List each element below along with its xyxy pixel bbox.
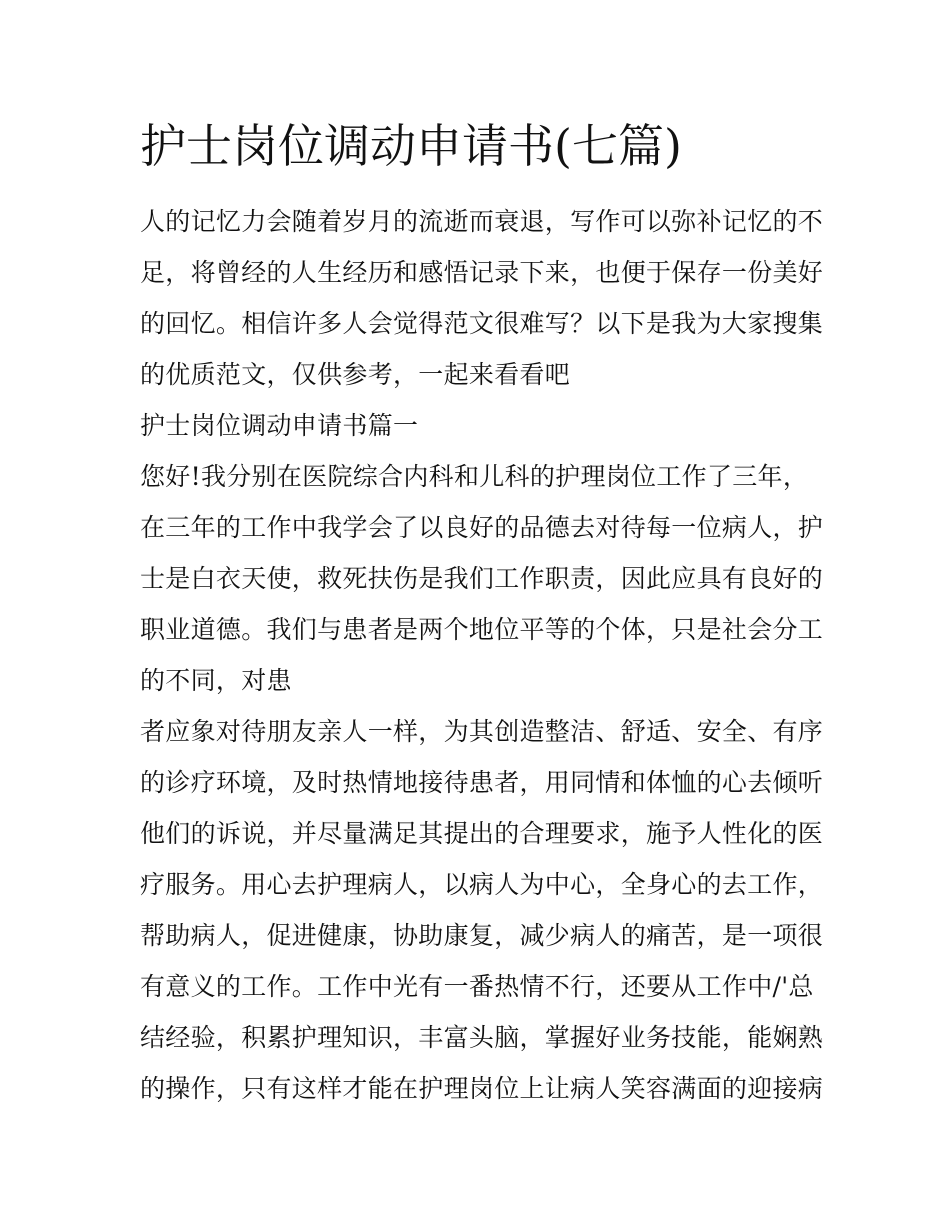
document-title: 护士岗位调动申请书(七篇) xyxy=(140,119,682,173)
paragraph-line: 帮助病人，促进健康，协助康复，减少病人的痛苦，是一项很 xyxy=(140,921,824,950)
paragraph-line: 他们的诉说，并尽量满足其提出的合理要求，施予人性化的医 xyxy=(140,819,824,848)
paragraph-line: 在三年的工作中我学会了以良好的品德去对待每一位病人，护 xyxy=(140,513,824,542)
paragraph-line: 的不同，对患 xyxy=(140,666,292,695)
paragraph-line: 士是白衣天使，救死扶伤是我们工作职责，因此应具有良好的 xyxy=(140,564,824,593)
paragraph-line: 您好!我分别在医院综合内科和儿科的护理岗位工作了三年， xyxy=(140,462,809,491)
paragraph-line: 的操作，只有这样才能在护理岗位上让病人笑容满面的迎接病 xyxy=(140,1074,824,1103)
paragraph-line: 的回忆。相信许多人会觉得范文很难写？以下是我为大家搜集 xyxy=(140,309,824,338)
section-heading: 护士岗位调动申请书篇一 xyxy=(140,411,419,440)
paragraph-line: 者应象对待朋友亲人一样，为其创造整洁、舒适、安全、有序 xyxy=(140,717,824,746)
paragraph-line: 职业道德。我们与患者是两个地位平等的个体，只是社会分工 xyxy=(140,615,824,644)
paragraph-line: 疗服务。用心去护理病人，以病人为中心，全身心的去工作， xyxy=(140,870,824,899)
paragraph-line: 的诊疗环境，及时热情地接待患者，用同情和体恤的心去倾听 xyxy=(140,768,824,797)
paragraph-line: 人的记忆力会随着岁月的流逝而衰退，写作可以弥补记忆的不 xyxy=(140,207,824,236)
paragraph-line: 有意义的工作。工作中光有一番热情不行，还要从工作中/'总 xyxy=(140,972,814,1001)
paragraph-line: 结经验，积累护理知识，丰富头脑，掌握好业务技能，能娴熟 xyxy=(140,1023,824,1052)
paragraph-line: 足，将曾经的人生经历和感悟记录下来，也便于保存一份美好 xyxy=(140,258,824,287)
paragraph-line: 的优质范文，仅供参考，一起来看看吧 xyxy=(140,360,571,389)
